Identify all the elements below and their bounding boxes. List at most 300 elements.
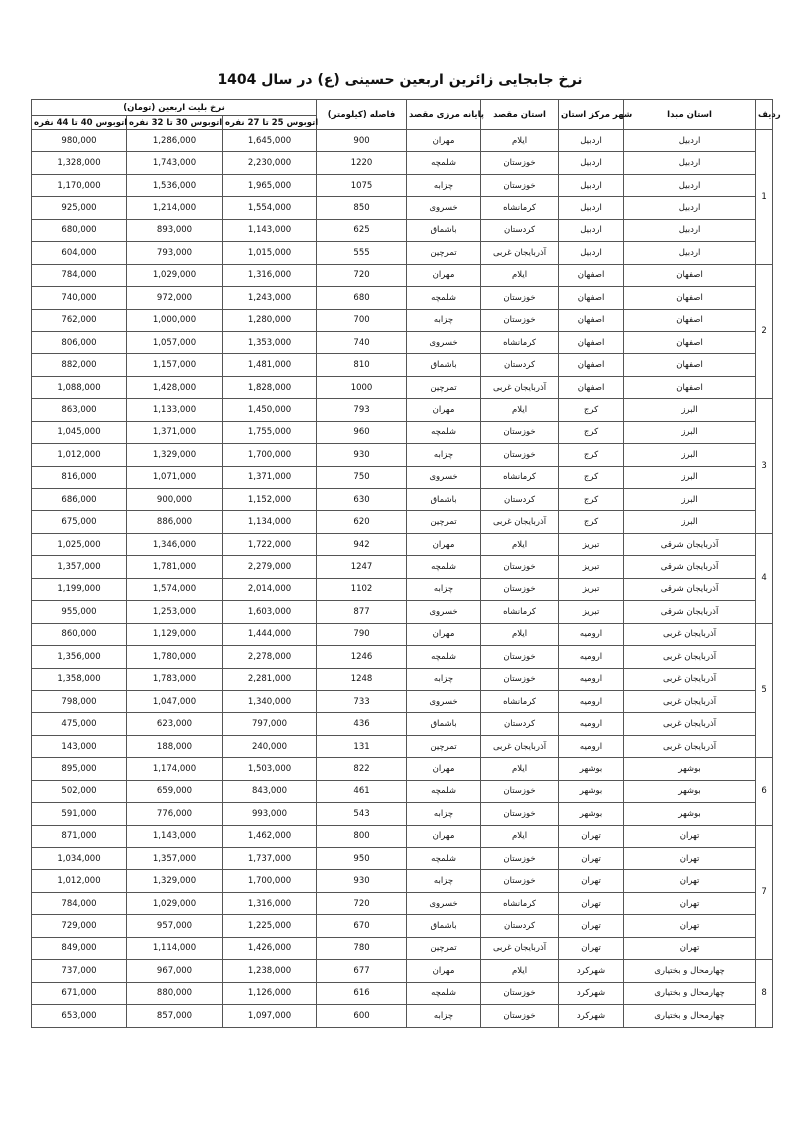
destination-province-cell: کرمانشاه bbox=[481, 466, 559, 488]
origin-center-cell: کرج bbox=[559, 399, 624, 421]
origin-center-cell: کرج bbox=[559, 444, 624, 466]
distance-cell: 780 bbox=[317, 937, 407, 959]
distance-cell: 930 bbox=[317, 870, 407, 892]
origin-province-cell: چهارمحال و بختیاری bbox=[624, 982, 756, 1004]
bus-32-price: 857,000 bbox=[127, 1005, 223, 1027]
bus-27-price: 240,000 bbox=[223, 735, 317, 757]
table-row bbox=[32, 982, 773, 1004]
distance-header: فاصله (کیلومتر) bbox=[317, 100, 407, 130]
origin-province-cell: اردبیل bbox=[624, 130, 756, 152]
bus-32-price: 1,783,000 bbox=[127, 668, 223, 690]
bus-44-price: 591,000 bbox=[32, 803, 127, 825]
table-row bbox=[32, 915, 773, 937]
origin-province-cell: تهران bbox=[624, 892, 756, 914]
bus-27-price: 1,645,000 bbox=[223, 130, 317, 152]
destination-province-cell: کردستان bbox=[481, 219, 559, 241]
bus-27-price: 1,503,000 bbox=[223, 758, 317, 780]
distance-cell: 677 bbox=[317, 960, 407, 982]
bus-27-price: 1,603,000 bbox=[223, 601, 317, 623]
bus-32-price: 1,536,000 bbox=[127, 174, 223, 196]
origin-province-cell: تهران bbox=[624, 937, 756, 959]
bus-44-price: 475,000 bbox=[32, 713, 127, 735]
table-row bbox=[32, 242, 773, 264]
price-group-header: نرخ بلیت اربعین (تومان) bbox=[32, 100, 317, 116]
destination-province-cell: خوزستان bbox=[481, 444, 559, 466]
table-row bbox=[32, 803, 773, 825]
border-crossing-cell: چزابه bbox=[407, 668, 481, 690]
bus-32-price: 1,428,000 bbox=[127, 376, 223, 398]
distance-cell: 942 bbox=[317, 533, 407, 555]
bus-44-price: 1,012,000 bbox=[32, 444, 127, 466]
table-row bbox=[32, 174, 773, 196]
row-number-cell: 6 bbox=[756, 758, 773, 825]
destination-province-cell: ایلام bbox=[481, 533, 559, 555]
bus-27-price: 1,450,000 bbox=[223, 399, 317, 421]
bus-27-price: 1,828,000 bbox=[223, 376, 317, 398]
table-row bbox=[32, 264, 773, 286]
table-row bbox=[32, 892, 773, 914]
table-row bbox=[32, 197, 773, 219]
bus-32-price: 1,743,000 bbox=[127, 152, 223, 174]
bus-27-price: 1,755,000 bbox=[223, 421, 317, 443]
origin-center-cell: اصفهان bbox=[559, 354, 624, 376]
origin-province-cell: آذربایجان غربی bbox=[624, 623, 756, 645]
bus-44-price: 740,000 bbox=[32, 287, 127, 309]
bus-27-price: 1,353,000 bbox=[223, 331, 317, 353]
bus-32-price: 793,000 bbox=[127, 242, 223, 264]
destination-province-cell: خوزستان bbox=[481, 287, 559, 309]
bus-44-price: 680,000 bbox=[32, 219, 127, 241]
origin-province-cell: آذربایجان غربی bbox=[624, 690, 756, 712]
row-number-cell: 4 bbox=[756, 533, 773, 623]
origin-province-cell: آذربایجان شرقی bbox=[624, 578, 756, 600]
bus-44-price: 729,000 bbox=[32, 915, 127, 937]
table-row bbox=[32, 489, 773, 511]
table-row bbox=[32, 354, 773, 376]
destination-province-cell: ایلام bbox=[481, 399, 559, 421]
bus-32-price: 623,000 bbox=[127, 713, 223, 735]
distance-cell: 630 bbox=[317, 489, 407, 511]
origin-province-cell: آذربایجان شرقی bbox=[624, 601, 756, 623]
bus-32-price: 1,574,000 bbox=[127, 578, 223, 600]
bus-32-price: 967,000 bbox=[127, 960, 223, 982]
border-crossing-cell: شلمچه bbox=[407, 646, 481, 668]
bus-27-price: 1,554,000 bbox=[223, 197, 317, 219]
origin-province-cell: آذربایجان غربی bbox=[624, 713, 756, 735]
bus-32-price: 886,000 bbox=[127, 511, 223, 533]
border-crossing-cell: شلمچه bbox=[407, 152, 481, 174]
bus-27-price: 1,481,000 bbox=[223, 354, 317, 376]
bus-32-price: 1,071,000 bbox=[127, 466, 223, 488]
origin-center-cell: ارومیه bbox=[559, 713, 624, 735]
bus-27-price: 2,279,000 bbox=[223, 556, 317, 578]
table-row bbox=[32, 848, 773, 870]
bus-44-price: 784,000 bbox=[32, 264, 127, 286]
border-crossing-cell: خسروی bbox=[407, 331, 481, 353]
distance-cell: 822 bbox=[317, 758, 407, 780]
border-crossing-cell: شلمچه bbox=[407, 848, 481, 870]
border-crossing-cell: مهران bbox=[407, 533, 481, 555]
table-row bbox=[32, 130, 773, 152]
row-number-cell: 7 bbox=[756, 825, 773, 960]
destination-province-cell: ایلام bbox=[481, 264, 559, 286]
destination-province-cell: کردستان bbox=[481, 713, 559, 735]
origin-center-cell: اردبیل bbox=[559, 242, 624, 264]
destination-province-cell: کرمانشاه bbox=[481, 331, 559, 353]
table-row bbox=[32, 219, 773, 241]
distance-cell: 1075 bbox=[317, 174, 407, 196]
border-crossing-cell: مهران bbox=[407, 623, 481, 645]
destination-province-cell: ایلام bbox=[481, 960, 559, 982]
border-crossing-cell: تمرچین bbox=[407, 735, 481, 757]
origin-center-cell: اصفهان bbox=[559, 287, 624, 309]
bus-44-price: 143,000 bbox=[32, 735, 127, 757]
destination-province-cell: خوزستان bbox=[481, 982, 559, 1004]
origin-province-cell: اردبیل bbox=[624, 242, 756, 264]
border-crossing-cell: مهران bbox=[407, 264, 481, 286]
origin-center-cell: ارومیه bbox=[559, 690, 624, 712]
destination-province-cell: ایلام bbox=[481, 825, 559, 847]
table-row bbox=[32, 758, 773, 780]
origin-center-cell: تهران bbox=[559, 892, 624, 914]
distance-cell: 620 bbox=[317, 511, 407, 533]
border-crossing-cell: شلمچه bbox=[407, 556, 481, 578]
origin-province-cell: اردبیل bbox=[624, 219, 756, 241]
bus-44-price: 675,000 bbox=[32, 511, 127, 533]
origin-center-cell: ارومیه bbox=[559, 735, 624, 757]
border-crossing-cell: چزابه bbox=[407, 870, 481, 892]
bus-27-price: 797,000 bbox=[223, 713, 317, 735]
origin-province-cell: اصفهان bbox=[624, 264, 756, 286]
border-crossing-cell: خسروی bbox=[407, 892, 481, 914]
bus-44-price: 925,000 bbox=[32, 197, 127, 219]
distance-cell: 700 bbox=[317, 309, 407, 331]
distance-cell: 1247 bbox=[317, 556, 407, 578]
origin-province-cell: آذربایجان شرقی bbox=[624, 556, 756, 578]
bus-44-price: 1,199,000 bbox=[32, 578, 127, 600]
border-crossing-cell: خسروی bbox=[407, 601, 481, 623]
border-crossing-cell: چزابه bbox=[407, 309, 481, 331]
origin-center-cell: کرج bbox=[559, 511, 624, 533]
destination-province-cell: آذربایجان غربی bbox=[481, 242, 559, 264]
distance-cell: 616 bbox=[317, 982, 407, 1004]
bus-32-price: 1,029,000 bbox=[127, 264, 223, 286]
bus-32-price: 1,174,000 bbox=[127, 758, 223, 780]
border-crossing-cell: خسروی bbox=[407, 197, 481, 219]
bus-32-price: 1,357,000 bbox=[127, 848, 223, 870]
bus-44-price: 806,000 bbox=[32, 331, 127, 353]
border-crossing-cell: مهران bbox=[407, 130, 481, 152]
bus-44-price: 980,000 bbox=[32, 130, 127, 152]
distance-cell: 950 bbox=[317, 848, 407, 870]
bus-27-price: 1,700,000 bbox=[223, 870, 317, 892]
bus-44-header: اتوبوس 40 تا 44 نفره bbox=[32, 116, 127, 130]
bus-27-price: 1,126,000 bbox=[223, 982, 317, 1004]
bus-44-price: 798,000 bbox=[32, 690, 127, 712]
bus-44-price: 1,356,000 bbox=[32, 646, 127, 668]
origin-province-cell: اردبیل bbox=[624, 197, 756, 219]
origin-center-cell: تهران bbox=[559, 848, 624, 870]
table-row bbox=[32, 399, 773, 421]
distance-cell: 740 bbox=[317, 331, 407, 353]
bus-27-price: 1,316,000 bbox=[223, 892, 317, 914]
distance-cell: 930 bbox=[317, 444, 407, 466]
origin-center-cell: بوشهر bbox=[559, 803, 624, 825]
bus-32-price: 1,286,000 bbox=[127, 130, 223, 152]
distance-cell: 436 bbox=[317, 713, 407, 735]
bus-44-price: 1,045,000 bbox=[32, 421, 127, 443]
origin-province-cell: اصفهان bbox=[624, 287, 756, 309]
origin-province-cell: آذربایجان شرقی bbox=[624, 533, 756, 555]
bus-44-price: 860,000 bbox=[32, 623, 127, 645]
distance-cell: 1220 bbox=[317, 152, 407, 174]
row-number-cell: 5 bbox=[756, 623, 773, 758]
distance-cell: 1000 bbox=[317, 376, 407, 398]
destination-province-cell: خوزستان bbox=[481, 1005, 559, 1027]
table-row bbox=[32, 646, 773, 668]
distance-cell: 720 bbox=[317, 264, 407, 286]
distance-cell: 625 bbox=[317, 219, 407, 241]
origin-province-cell: تهران bbox=[624, 870, 756, 892]
origin-center-cell: تهران bbox=[559, 870, 624, 892]
origin-province-cell: بوشهر bbox=[624, 758, 756, 780]
origin-center-header: شهر مرکز استان bbox=[559, 100, 624, 130]
destination-province-cell: خوزستان bbox=[481, 870, 559, 892]
origin-province-cell: البرز bbox=[624, 511, 756, 533]
bus-32-price: 893,000 bbox=[127, 219, 223, 241]
destination-province-cell: خوزستان bbox=[481, 803, 559, 825]
border-crossing-cell: تمرچین bbox=[407, 937, 481, 959]
distance-cell: 131 bbox=[317, 735, 407, 757]
table-row bbox=[32, 690, 773, 712]
origin-center-cell: اصفهان bbox=[559, 331, 624, 353]
destination-province-cell: خوزستان bbox=[481, 780, 559, 802]
bus-32-price: 1,214,000 bbox=[127, 197, 223, 219]
distance-cell: 670 bbox=[317, 915, 407, 937]
origin-center-cell: شهرکرد bbox=[559, 982, 624, 1004]
distance-cell: 877 bbox=[317, 601, 407, 623]
row-number-cell: 2 bbox=[756, 264, 773, 399]
distance-cell: 800 bbox=[317, 825, 407, 847]
bus-32-price: 1,029,000 bbox=[127, 892, 223, 914]
bus-32-price: 1,114,000 bbox=[127, 937, 223, 959]
origin-province-cell: تهران bbox=[624, 825, 756, 847]
bus-44-price: 686,000 bbox=[32, 489, 127, 511]
bus-44-price: 604,000 bbox=[32, 242, 127, 264]
origin-province-cell: چهارمحال و بختیاری bbox=[624, 1005, 756, 1027]
origin-center-cell: شهرکرد bbox=[559, 960, 624, 982]
table-row bbox=[32, 466, 773, 488]
origin-province-cell: آذربایجان غربی bbox=[624, 735, 756, 757]
bus-44-price: 762,000 bbox=[32, 309, 127, 331]
bus-27-price: 1,722,000 bbox=[223, 533, 317, 555]
origin-center-cell: اردبیل bbox=[559, 219, 624, 241]
table-row bbox=[32, 376, 773, 398]
destination-province-cell: خوزستان bbox=[481, 309, 559, 331]
destination-province-cell: آذربایجان غربی bbox=[481, 937, 559, 959]
origin-center-cell: تهران bbox=[559, 825, 624, 847]
row-number-cell: 3 bbox=[756, 399, 773, 534]
bus-44-price: 1,025,000 bbox=[32, 533, 127, 555]
bus-32-price: 1,129,000 bbox=[127, 623, 223, 645]
distance-cell: 680 bbox=[317, 287, 407, 309]
bus-32-price: 1,371,000 bbox=[127, 421, 223, 443]
distance-cell: 461 bbox=[317, 780, 407, 802]
origin-province-cell: چهارمحال و بختیاری bbox=[624, 960, 756, 982]
origin-center-cell: اردبیل bbox=[559, 197, 624, 219]
origin-province-header: استان مبدا bbox=[624, 100, 756, 130]
bus-32-price: 1,781,000 bbox=[127, 556, 223, 578]
bus-32-price: 880,000 bbox=[127, 982, 223, 1004]
bus-44-price: 1,034,000 bbox=[32, 848, 127, 870]
bus-44-price: 849,000 bbox=[32, 937, 127, 959]
bus-27-price: 1,225,000 bbox=[223, 915, 317, 937]
origin-center-cell: کرج bbox=[559, 489, 624, 511]
bus-27-price: 2,278,000 bbox=[223, 646, 317, 668]
distance-cell: 1246 bbox=[317, 646, 407, 668]
table-row bbox=[32, 937, 773, 959]
origin-province-cell: اصفهان bbox=[624, 376, 756, 398]
distance-cell: 600 bbox=[317, 1005, 407, 1027]
distance-cell: 793 bbox=[317, 399, 407, 421]
table-row bbox=[32, 556, 773, 578]
origin-center-cell: ارومیه bbox=[559, 623, 624, 645]
origin-province-cell: بوشهر bbox=[624, 803, 756, 825]
row-number-cell: 8 bbox=[756, 960, 773, 1027]
origin-province-cell: البرز bbox=[624, 421, 756, 443]
destination-province-cell: خوزستان bbox=[481, 668, 559, 690]
distance-cell: 850 bbox=[317, 197, 407, 219]
bus-27-price: 1,426,000 bbox=[223, 937, 317, 959]
bus-44-price: 863,000 bbox=[32, 399, 127, 421]
distance-cell: 810 bbox=[317, 354, 407, 376]
bus-44-price: 737,000 bbox=[32, 960, 127, 982]
table-row bbox=[32, 578, 773, 600]
bus-27-price: 2,230,000 bbox=[223, 152, 317, 174]
origin-province-cell: اصفهان bbox=[624, 354, 756, 376]
bus-27-price: 1,737,000 bbox=[223, 848, 317, 870]
border-crossing-cell: خسروی bbox=[407, 466, 481, 488]
bus-27-header: اتوبوس 25 تا 27 نفره bbox=[223, 116, 317, 130]
origin-province-cell: البرز bbox=[624, 466, 756, 488]
border-crossing-cell: باشماق bbox=[407, 915, 481, 937]
origin-province-cell: البرز bbox=[624, 399, 756, 421]
bus-27-price: 2,281,000 bbox=[223, 668, 317, 690]
origin-center-cell: تبریز bbox=[559, 533, 624, 555]
fare-table bbox=[31, 99, 781, 1028]
border-crossing-cell: باشماق bbox=[407, 489, 481, 511]
bus-27-price: 1,965,000 bbox=[223, 174, 317, 196]
border-crossing-cell: تمرچین bbox=[407, 376, 481, 398]
table-row bbox=[32, 780, 773, 802]
table-row bbox=[32, 623, 773, 645]
destination-province-cell: خوزستان bbox=[481, 421, 559, 443]
border-crossing-cell: باشماق bbox=[407, 713, 481, 735]
distance-cell: 900 bbox=[317, 130, 407, 152]
table-row bbox=[32, 735, 773, 757]
bus-32-header: اتوبوس 30 تا 32 نفره bbox=[127, 116, 223, 130]
bus-44-price: 502,000 bbox=[32, 780, 127, 802]
destination-province-cell: خوزستان bbox=[481, 174, 559, 196]
origin-province-cell: اردبیل bbox=[624, 152, 756, 174]
distance-cell: 790 bbox=[317, 623, 407, 645]
origin-province-cell: تهران bbox=[624, 915, 756, 937]
origin-center-cell: تبریز bbox=[559, 556, 624, 578]
distance-cell: 720 bbox=[317, 892, 407, 914]
table-row bbox=[32, 511, 773, 533]
origin-center-cell: ارومیه bbox=[559, 646, 624, 668]
origin-center-cell: اردبیل bbox=[559, 130, 624, 152]
origin-province-cell: البرز bbox=[624, 489, 756, 511]
destination-province-cell: آذربایجان غربی bbox=[481, 511, 559, 533]
table-row bbox=[32, 444, 773, 466]
table-row bbox=[32, 152, 773, 174]
table-row bbox=[32, 287, 773, 309]
destination-province-cell: خوزستان bbox=[481, 578, 559, 600]
origin-province-cell: اصفهان bbox=[624, 309, 756, 331]
origin-center-cell: اصفهان bbox=[559, 309, 624, 331]
destination-province-cell: آذربایجان غربی bbox=[481, 735, 559, 757]
distance-cell: 960 bbox=[317, 421, 407, 443]
table-row bbox=[32, 870, 773, 892]
origin-center-cell: تبریز bbox=[559, 578, 624, 600]
border-crossing-cell: چزابه bbox=[407, 578, 481, 600]
origin-center-cell: اردبیل bbox=[559, 152, 624, 174]
bus-44-price: 1,328,000 bbox=[32, 152, 127, 174]
border-crossing-cell: شلمچه bbox=[407, 982, 481, 1004]
origin-province-cell: اردبیل bbox=[624, 174, 756, 196]
origin-center-cell: ارومیه bbox=[559, 668, 624, 690]
border-crossing-cell: خسروی bbox=[407, 690, 481, 712]
destination-province-cell: کردستان bbox=[481, 354, 559, 376]
bus-32-price: 900,000 bbox=[127, 489, 223, 511]
destination-province-cell: کردستان bbox=[481, 915, 559, 937]
table-row bbox=[32, 713, 773, 735]
distance-cell: 733 bbox=[317, 690, 407, 712]
bus-32-price: 1,133,000 bbox=[127, 399, 223, 421]
bus-44-price: 895,000 bbox=[32, 758, 127, 780]
destination-province-cell: خوزستان bbox=[481, 848, 559, 870]
bus-44-price: 955,000 bbox=[32, 601, 127, 623]
origin-center-cell: تبریز bbox=[559, 601, 624, 623]
bus-44-price: 816,000 bbox=[32, 466, 127, 488]
destination-province-cell: کرمانشاه bbox=[481, 690, 559, 712]
origin-center-cell: بوشهر bbox=[559, 780, 624, 802]
bus-27-price: 1,280,000 bbox=[223, 309, 317, 331]
bus-27-price: 1,462,000 bbox=[223, 825, 317, 847]
bus-27-price: 993,000 bbox=[223, 803, 317, 825]
table-row bbox=[32, 601, 773, 623]
table-row bbox=[32, 421, 773, 443]
origin-center-cell: کرج bbox=[559, 421, 624, 443]
bus-27-price: 1,152,000 bbox=[223, 489, 317, 511]
bus-32-price: 1,253,000 bbox=[127, 601, 223, 623]
distance-cell: 1248 bbox=[317, 668, 407, 690]
border-crossing-cell: شلمچه bbox=[407, 421, 481, 443]
origin-province-cell: آذربایجان غربی bbox=[624, 646, 756, 668]
destination-province-cell: کردستان bbox=[481, 489, 559, 511]
fare-table-body bbox=[32, 130, 773, 1028]
border-crossing-cell: مهران bbox=[407, 960, 481, 982]
table-row bbox=[32, 825, 773, 847]
row-number-cell: 1 bbox=[756, 130, 773, 265]
bus-32-price: 659,000 bbox=[127, 780, 223, 802]
bus-44-price: 1,088,000 bbox=[32, 376, 127, 398]
bus-44-price: 1,358,000 bbox=[32, 668, 127, 690]
border-crossing-cell: باشماق bbox=[407, 354, 481, 376]
origin-center-cell: اصفهان bbox=[559, 376, 624, 398]
border-crossing-cell: باشماق bbox=[407, 219, 481, 241]
